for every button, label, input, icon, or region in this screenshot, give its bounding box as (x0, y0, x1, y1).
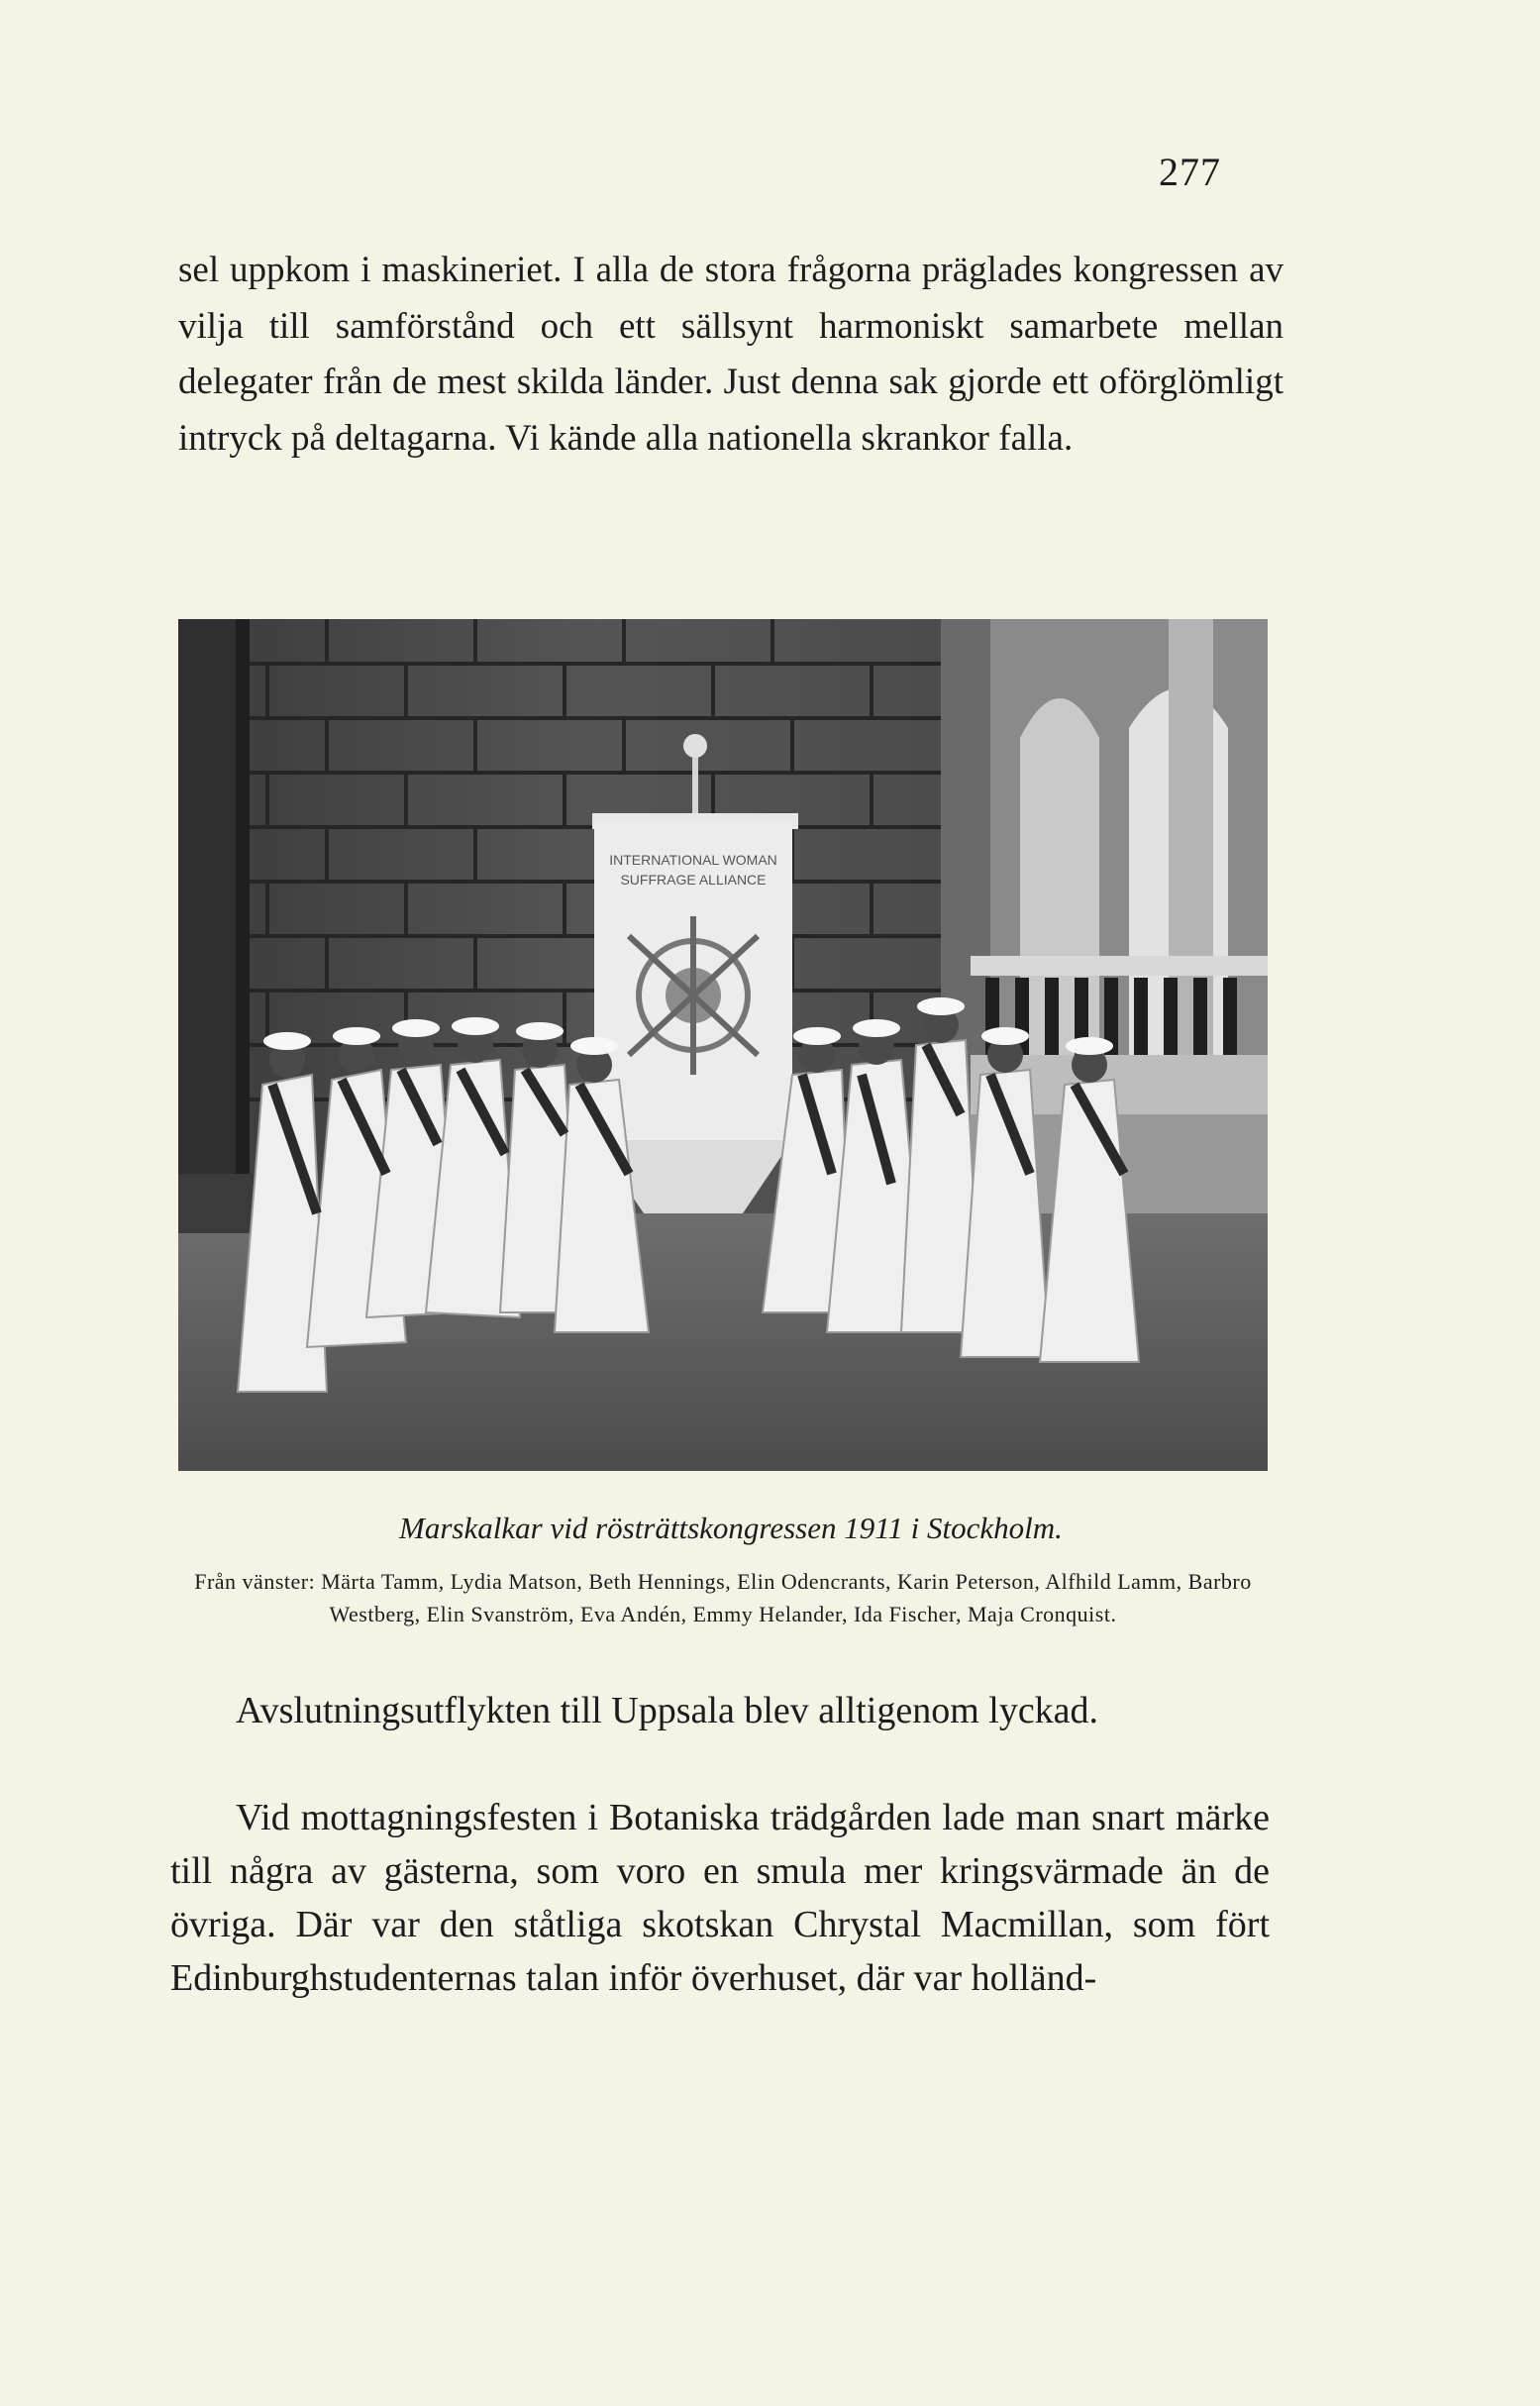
paragraph-top: sel uppkom i maskineriet. I alla de stora frågorna präglades kongressen av vilja till samförstånd och ett sällsynt harmoniskt samarbete mellan delegater från de mest skilda länder. Just denna sak gjorde ett oförglömligt intryck på deltagarna. Vi kände alla nationella skrankor falla. (178, 250, 1283, 459)
paragraph-excursion (170, 1684, 1270, 1737)
paragraph-reception-text: Vid mottagningsfesten i Botaniska trädgården lade man snart märke till några av gästerna, som voro en smula mer kringsvärmade än de övriga. Där var den ståtliga skotskan Chrystal Macmillan, som fört Edinburghstudenternas talan inför överhuset, där var holländ- (170, 1797, 1270, 1999)
figure-caption-credits: Från vänster: Märta Tamm, Lydia Matson, Beth Hennings, Elin Odencrants, Karin Peterson, Alfhild Lamm, Barbro Westberg, Elin Svanström, Eva Andén, Emmy Helander, Ida Fischer, Maja Cronquist. (194, 1569, 1252, 1626)
page-number: 277 (1159, 150, 1221, 194)
banner-text-line-2: SUFFRAGE ALLIANCE (620, 872, 767, 888)
group-photograph (178, 619, 1268, 1471)
figure-caption-title: Marskalkar vid rösträttskongressen 1911 i Stockholm. (399, 1511, 1063, 1545)
paragraph-reception (170, 1791, 1270, 2005)
paragraph-excursion-text: Avslutningsutflykten till Uppsala blev alltigenom lyckad. (236, 1690, 1099, 1731)
banner-text-line-1: INTERNATIONAL WOMAN (609, 852, 777, 868)
